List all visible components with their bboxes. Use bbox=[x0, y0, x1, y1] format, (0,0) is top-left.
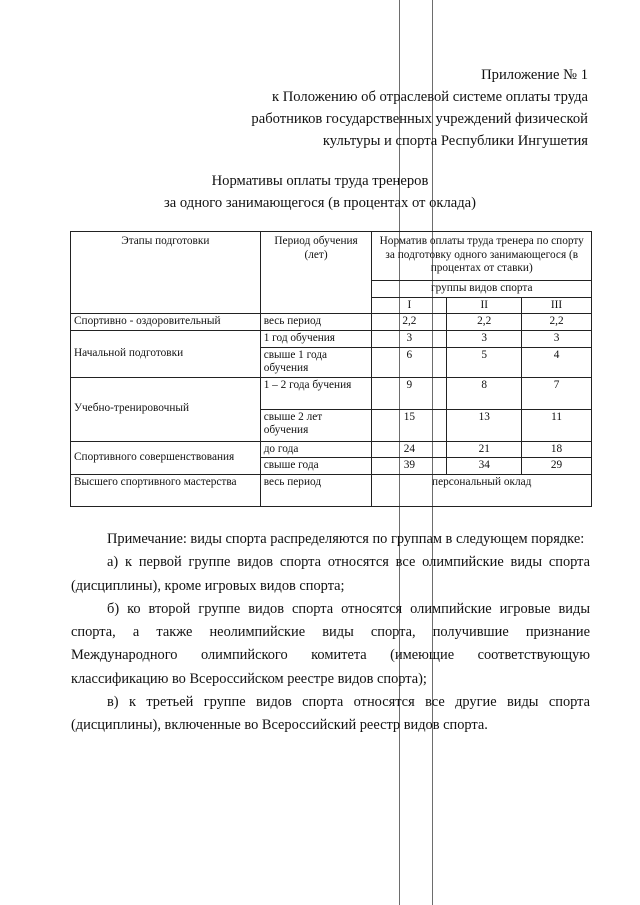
value-cell: 24 bbox=[372, 441, 447, 458]
header-norm: Норматив оплаты труда тренера по спорту за подготовку одного занимающегося (в процентах от ставки) bbox=[372, 232, 592, 281]
appendix-number: Приложение № 1 bbox=[481, 67, 588, 83]
value-cell: 6 bbox=[372, 347, 447, 377]
title-line: Нормативы оплаты труда тренеров bbox=[211, 173, 429, 189]
period-cell: до года bbox=[260, 441, 372, 458]
norms-table bbox=[70, 231, 592, 507]
title-line: за одного занимающегося (в процентах от оклада) bbox=[164, 195, 476, 211]
note-section bbox=[71, 528, 590, 738]
value-cell: 2,2 bbox=[522, 314, 592, 331]
value-cell: 3 bbox=[447, 331, 522, 348]
header-group-col: II bbox=[447, 297, 522, 314]
value-cell: 9 bbox=[372, 377, 447, 409]
value-cell: 7 bbox=[522, 377, 592, 409]
value-cell: 15 bbox=[372, 409, 447, 441]
stage-cell: Начальной подготовки bbox=[71, 331, 261, 378]
header-groups: группы видов спорта bbox=[372, 281, 592, 298]
table-row bbox=[71, 331, 592, 348]
value-cell: 11 bbox=[522, 409, 592, 441]
appendix-header bbox=[251, 64, 588, 152]
appendix-line: работников государственных учреждений физической bbox=[251, 111, 588, 127]
value-cell: 13 bbox=[447, 409, 522, 441]
header-row bbox=[71, 232, 592, 281]
table-row bbox=[71, 377, 592, 409]
appendix-line: культуры и спорта Республики Ингушетия bbox=[322, 133, 588, 149]
note-item: а) к первой группе видов спорта относятся все олимпийские виды спорта (дисциплины), кроме игровых видов спорта; bbox=[71, 554, 590, 594]
period-cell: весь период bbox=[260, 474, 372, 506]
table-row bbox=[71, 314, 592, 331]
value-cell: 3 bbox=[522, 331, 592, 348]
period-cell: весь период bbox=[260, 314, 372, 331]
value-cell: 21 bbox=[447, 441, 522, 458]
note-item: б) ко второй группе видов спорта относятся олимпийские игровые виды спорта, а также неолимпийские виды спорта, получившие признание Международного олимпийского комитета (имеющие соответствующую классификацию во Всероссийском реестре видов спорта); bbox=[71, 600, 590, 687]
note-intro: Примечание: виды спорта распределяются по группам в следующем порядке: bbox=[107, 531, 585, 547]
merged-value-cell: персональный оклад bbox=[372, 474, 592, 506]
value-cell: 2,2 bbox=[447, 314, 522, 331]
header-group-col: III bbox=[522, 297, 592, 314]
value-cell: 4 bbox=[522, 347, 592, 377]
header-group-col: I bbox=[372, 297, 447, 314]
table-row bbox=[71, 441, 592, 458]
period-cell: 1 год обучения bbox=[260, 331, 372, 348]
value-cell: 3 bbox=[372, 331, 447, 348]
appendix-line: к Положению об отраслевой системе оплаты труда bbox=[272, 89, 588, 105]
header-stages: Этапы подготовки bbox=[71, 232, 261, 314]
stage-cell: Спортивного совершенствования bbox=[71, 441, 261, 474]
period-cell: 1 – 2 года бучения bbox=[260, 377, 372, 409]
stage-cell: Спортивно - оздоровительный bbox=[71, 314, 261, 331]
period-cell: свыше 2 лет обучения bbox=[260, 409, 372, 441]
value-cell: 8 bbox=[447, 377, 522, 409]
note-item: в) к третьей группе видов спорта относятся все другие виды спорта (дисциплины), включенные во Всероссийский реестр видов спорта. bbox=[71, 694, 590, 734]
value-cell: 18 bbox=[522, 441, 592, 458]
value-cell: 34 bbox=[447, 458, 522, 475]
header-period: Период обучения (лет) bbox=[260, 232, 372, 314]
value-cell: 39 bbox=[372, 458, 447, 475]
period-cell: свыше года bbox=[260, 458, 372, 475]
value-cell: 2,2 bbox=[372, 314, 447, 331]
stage-cell: Учебно-тренировочный bbox=[71, 377, 261, 441]
value-cell: 5 bbox=[447, 347, 522, 377]
stage-cell: Высшего спортивного мастерства bbox=[71, 474, 261, 506]
document-title bbox=[0, 170, 640, 214]
table-row bbox=[71, 474, 592, 506]
value-cell: 29 bbox=[522, 458, 592, 475]
period-cell: свыше 1 года обучения bbox=[260, 347, 372, 377]
